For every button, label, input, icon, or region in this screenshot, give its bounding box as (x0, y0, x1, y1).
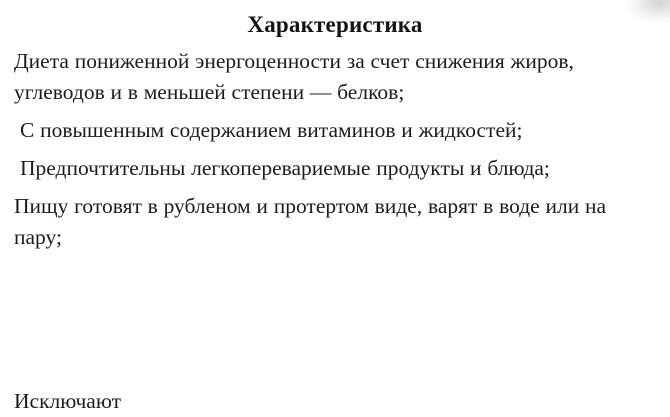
page-title: Характеристика (247, 12, 423, 37)
paragraph-1: Диета пониженной энергоценности за счет снижения жиров, углеводов и в меньшей степени — белков; (14, 49, 574, 104)
paragraph-4: Пищу готовят в рубленом и протертом виде, варят в воде или на пару; (14, 194, 607, 249)
paragraph-2: С повышенным содержанием витаминов и жидкостей; (20, 118, 523, 142)
cut-off-line: Исключают (14, 389, 122, 413)
paragraph-3: Предпочтительны легкоперевариемые продукты и блюда; (20, 156, 550, 180)
